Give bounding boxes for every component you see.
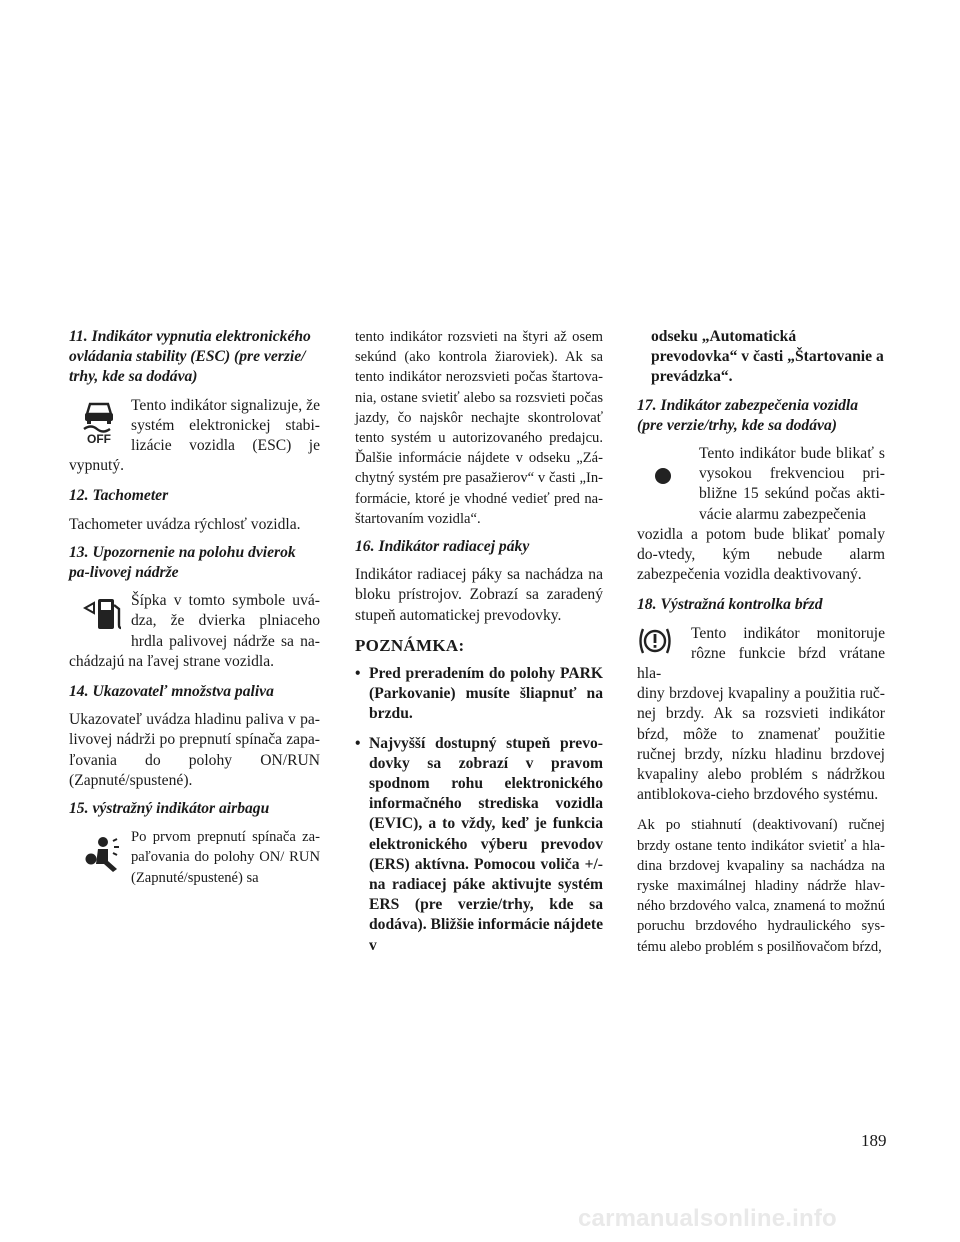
section-title: Výstražná kontrolka bŕzd [660,596,823,614]
section-11-text: Tento indikátor signalizuje, že systém elektronickej stabi-lizácie vozidla (ESC) je vypnutý. [69,396,320,475]
brake-warning-icon [637,624,691,664]
section-18-text-2: Ak po stiahnutí (deaktivovaní) ručnej brzdy ostane tento indikátor svietiť a hla-dina brzdovej kvapaliny sa nachádza na ryske maximálnej hladiny nádrže hlav-ného brzdového valca, znamená to možnú poruchu brzdového hydraulického sys-tému alebo problém s posilňovačom bŕzd, [637,817,885,955]
section-14-heading [69,682,320,702]
section-11-body [69,396,320,477]
section-number: 16. [355,538,375,556]
section-number: 13. [69,543,89,561]
section-14-text: Ukazovateľ uvádza hladinu paliva v pa-livovej nádrži po prepnutí spínača zapa-ľovania do polohy ON/RUN (Zapnuté/spustené). [69,711,320,789]
section-title: Indikátor radiacej páky [378,538,530,556]
section-13-heading [69,543,320,583]
section-17-body [637,444,885,585]
page-number: 189 [861,1131,887,1150]
section-number: 11. [69,328,88,345]
section-number: 17. [637,396,657,414]
bullet-text: Najvyšší dostupný stupeň prevo-dovky sa zobrazí v pravom spodnom rohu elektronického informačného strediska vozidla (EVIC), a to vždy, keď je funkcia elektronického výberu prevodov (ERS) aktívna. Pomocou voliča +/- na radiacej páke aktivujte systém ERS (pre verzie/trhy, kde sa dodáva). Bližšie informácie nájdete v [369,734,603,954]
esc-off-icon [69,396,131,456]
section-title: Upozornenie na polohu dvierok pa-livovej nádrže [69,543,296,582]
bullet-dot: • [355,734,361,752]
section-number: 18. [637,596,657,614]
section-number: 15. [69,800,89,818]
section-18-text-beside: Tento indikátor monitoruje rôzne funkcie bŕzd vrátane hla- [637,624,885,683]
bullet-text: Pred preradením do polohy PARK (Parkovanie) musíte šliapnuť na brzdu. [369,665,603,723]
note-bullet [355,664,603,725]
section-title: Indikátor vypnutia elektronického ovládania stability (ESC) (pre verzie/ trhy, kde sa dodáva) [69,328,311,386]
section-number: 14. [69,683,89,701]
section-13-text: Šípka v tomto symbole uvá-dza, že dvierka plniaceho hrdla palivovej nádrže sa na-chádzajú na ľavej strane vozidla. [69,592,320,670]
section-18-heading [637,595,885,615]
bullet-continued-text: odseku „Automatická prevodovka“ v časti „Štartovanie a prevádzka“. [651,328,884,386]
bullet-dot: • [355,665,361,683]
section-18-body [637,624,885,806]
svg-text:OFF: OFF [87,431,111,446]
watermark: carmanualsonline.info [578,1205,837,1232]
column-right [637,327,885,965]
note-bullet [355,734,603,956]
section-number: 12. [69,487,89,505]
section-title: výstražný indikátor airbagu [92,800,270,818]
security-light-icon [637,444,699,524]
airbag-continued-text: tento indikátor rozsvieti na štyri až osem sekúnd (ako kontrola žiaroviek). Ak sa tento indikátor nerozsvieti počas štartova-nia, ostane svietiť alebo sa rozsvieti počas jazdy, čo najskôr nechajte skontrolovať tento systém u autorizovaného predajcu. Ďalšie informácie nájdete v odseku „Zá-chytný systém pre pasažierov“ v časti „In-formácie, ktoré je vhodné vedieť pred na-štartovaním vozidla“. [355,329,603,527]
section-15-body [69,827,320,888]
section-11-heading [69,327,320,388]
section-17-heading [637,396,885,436]
column-left [69,327,320,898]
section-12-text: Tachometer uvádza rýchlosť vozidla. [69,515,301,533]
fuel-door-icon [69,591,131,651]
section-17-text-beside: Tento indikátor bude blikať s vysokou frekvenciou pri-bližne 15 sekúnd počas akti-vácie alarmu zabezpečenia [699,445,885,523]
section-16-text: Indikátor radiacej páky sa nachádza na bloku prístrojov. Zobrazí sa zaradený stupeň automatickej prevodovky. [355,566,603,624]
section-15-text: Po prvom prepnutí spínača za-paľovania do polohy ON/ RUN (Zapnuté/spustené) sa [131,829,320,886]
airbag-warning-icon [69,827,131,887]
section-17-text-below: vozidla a potom bude blikať pomaly do-vtedy, kým nebude alarm zabezpečenia vozidla deaktivovaný. [637,525,885,584]
note-heading: POZNÁMKA: [355,635,465,655]
section-16-heading [355,537,603,557]
section-title: Tachometer [92,487,169,505]
section-title: Indikátor zabezpečenia vozidla (pre verzie/trhy, kde sa dodáva) [637,396,859,434]
section-15-heading [69,799,320,819]
section-title: Ukazovateľ množstva paliva [92,683,274,701]
column-middle [355,327,603,965]
section-18-text-below: diny brzdovej kvapaliny a použitia ruč-nej brzdy. Ak sa rozsvieti indikátor bŕzd, môže to znamenať použitie ručnej brzdy, nízku hladinu brzdovej kvapaliny alebo problém s nádržkou antiblokova-cieho brzdového systému. [637,685,885,804]
section-13-body [69,591,320,672]
section-12-heading [69,486,320,506]
